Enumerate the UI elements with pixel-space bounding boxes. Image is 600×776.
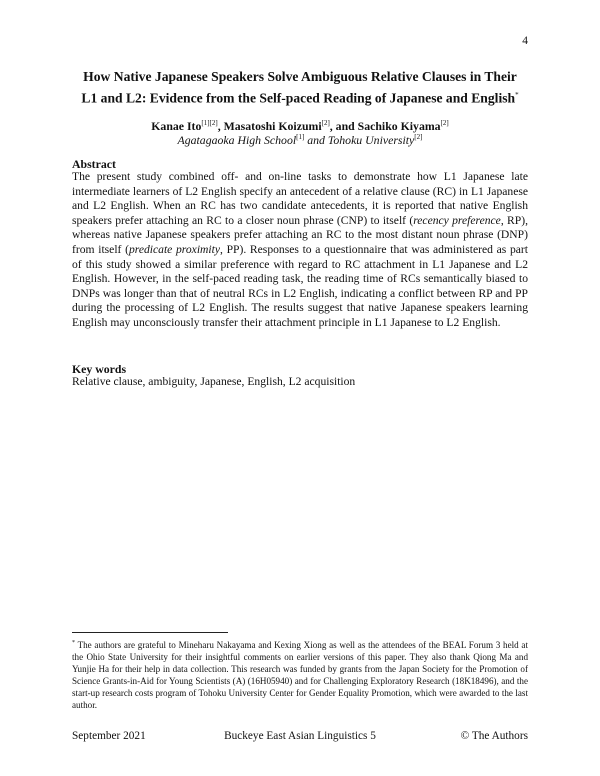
page-number: 4: [522, 35, 528, 47]
author-2-affiliation: [2]: [321, 119, 330, 127]
author-1: Kanae Ito: [151, 118, 202, 133]
abstract-text-3: , PP). Responses to a questionnaire that was administered as part of this study showed a similar preference with regard to RC attachment in L1 Japanese and L2 English. However, in the self-paced reading task, the reading time of RCs semantically biased to DNPs was longer than that of neutral RCs in L2 English, indicating a conflict between RP and PP during the processing of L2 English. The results suggest that native Japanese speakers learning English may unconsciously transfer their attachment principle in L1 Japanese to L2 English.: [72, 242, 528, 329]
title-line-1: How Native Japanese Speakers Solve Ambiguous Relative Clauses in Their: [83, 69, 517, 84]
affiliation-1-marker: [1]: [296, 133, 305, 141]
abstract-text-1: The present study combined off- and on-line tasks to demonstrate how L1 Japanese late intermediate learners of L2 English specify an antecedent of a relative clause (RC) in L1 Japanese and L2 English. When an RC has two candidate antecedents, it is reported that native English speakers prefer attaching an RC to a closer noun phrase (CNP) to itself (: [72, 170, 528, 227]
keywords-text: Relative clause, ambiguity, Japanese, English, L2 acquisition: [72, 375, 356, 388]
keywords-heading: Key words: [72, 362, 127, 376]
author-1-affiliation: [1][2]: [201, 119, 218, 127]
title-footnote-marker[interactable]: *: [515, 91, 519, 99]
footnote-marker: *: [72, 640, 75, 646]
author-3: Sachiko Kiyama: [357, 118, 441, 133]
footnote-text: The authors are grateful to Mineharu Nakayama and Kexing Xiong as well as the attendees of the BEAL Forum 3 held at the Ohio State University for their insightful comments on earlier versions of this paper. They also thank Qiong Ma and Yunjie Ha for their help in data collection. This research was funded by grants from the Japan Society for the Promotion of Science Grants-in-Aid for Young Scientists (A) (16H05940) and for Challenging Exploratory Research (18K18496), and the start-up research costs program of Tohoku University Center for Gender Equality Promotion, which were awarded to the last author.: [72, 640, 528, 710]
affiliation-1: Agatagaoka High School: [177, 132, 297, 147]
footnote-divider: [72, 632, 228, 633]
author-separator: ,: [217, 118, 224, 133]
title-line-2: L1 and L2: Evidence from the Self-paced Reading of Japanese and English: [81, 90, 516, 106]
affiliation-2-marker: [2]: [414, 133, 423, 141]
abstract-body: [72, 170, 528, 331]
footnote: [72, 638, 528, 711]
author-3-affiliation: [2]: [440, 119, 449, 127]
affiliation-conjunction: and: [304, 132, 328, 147]
footer-journal: Buckeye East Asian Linguistics 5: [224, 730, 376, 742]
paper-title: [60, 68, 540, 108]
author-separator: , and: [329, 118, 358, 133]
abstract-term-recency: recency preference: [413, 213, 501, 227]
affiliation-2: Tohoku University: [327, 132, 415, 147]
abstract-heading: Abstract: [72, 157, 116, 171]
footer-date: September 2021: [72, 730, 146, 742]
affiliations: [60, 130, 540, 147]
author-2: Masatoshi Koizumi: [223, 118, 322, 133]
abstract-term-predicate: predicate proximity: [128, 242, 220, 256]
footer-copyright: © The Authors: [460, 730, 528, 742]
abstract-text-2: , RP), whereas native Japanese speakers prefer attaching an RC to the most distant noun phrase (DNP) from itself (: [72, 213, 528, 256]
